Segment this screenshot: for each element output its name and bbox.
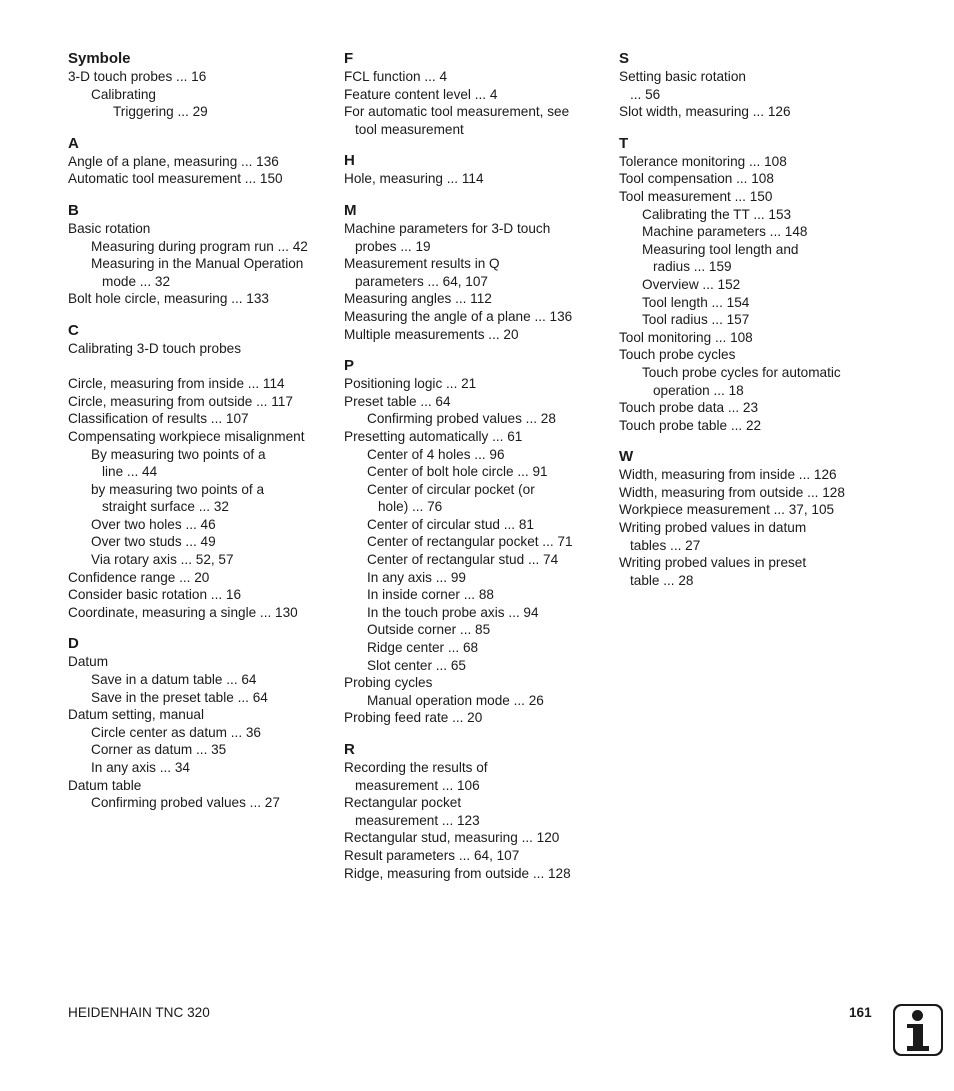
index-entry <box>344 220 606 255</box>
index-section <box>344 740 606 882</box>
index-entry <box>68 238 330 256</box>
entry-text: Save in the preset table ... 64 <box>91 689 268 705</box>
blank-line <box>68 358 330 376</box>
index-entry <box>68 340 330 358</box>
entry-text: Datum setting, manual <box>68 707 205 723</box>
entry-text: Basic rotation <box>68 220 151 236</box>
entry-text: Workpiece measurement ... 37, 105 <box>619 502 835 518</box>
section-letter: R <box>344 741 355 758</box>
index-entry <box>68 533 330 551</box>
index-column-1 <box>68 49 330 825</box>
entry-continuation: hole) ... 76 <box>378 499 443 515</box>
entry-text: Measuring the angle of a plane ... 136 <box>344 308 573 324</box>
entry-text: Center of rectangular stud ... 74 <box>367 552 559 568</box>
index-entry <box>619 466 869 484</box>
entry-text: Classification of results ... 107 <box>68 411 249 427</box>
index-entry <box>68 410 330 428</box>
entry-text: Confidence range ... 20 <box>68 569 210 585</box>
index-entry <box>68 290 330 308</box>
index-entry <box>619 223 869 241</box>
entry-continuation: tables ... 27 <box>630 537 701 553</box>
entry-text: Width, measuring from inside ... 126 <box>619 467 837 483</box>
index-entry <box>344 639 606 657</box>
entry-text: Over two holes ... 46 <box>91 516 216 532</box>
index-section <box>68 321 330 622</box>
entry-text: In any axis ... 34 <box>91 760 190 775</box>
index-entry <box>68 153 330 171</box>
entry-continuation: operation ... 18 <box>653 382 744 398</box>
entry-text: Circle, measuring from inside ... 114 <box>68 376 285 392</box>
index-entry <box>68 569 330 587</box>
index-entry <box>344 86 606 104</box>
index-entry <box>619 399 869 417</box>
footer-manual-title: HEIDENHAIN TNC 320 <box>68 1005 210 1020</box>
entry-text: Confirming probed values ... 28 <box>367 411 556 427</box>
entry-text: Measuring angles ... 112 <box>344 291 492 307</box>
index-entry <box>344 794 606 829</box>
entry-text: Writing probed values in preset <box>619 555 807 571</box>
index-entry <box>68 516 330 534</box>
index-entry <box>344 865 606 883</box>
index-entry <box>344 569 606 587</box>
index-entry <box>619 170 869 188</box>
section-letter: M <box>344 201 357 219</box>
index-entry <box>68 604 330 622</box>
entry-text: Confirming probed values ... 27 <box>91 795 280 811</box>
entry-text: Center of circular pocket (or <box>367 481 535 497</box>
entry-text: Outside corner ... 85 <box>367 622 491 638</box>
index-entry <box>619 519 869 554</box>
entry-text: Probing feed rate ... 20 <box>344 710 483 726</box>
index-entry <box>344 68 606 86</box>
index-column-2 <box>344 49 606 895</box>
index-entry <box>68 170 330 188</box>
index-entry <box>344 326 606 344</box>
entry-continuation: line ... 44 <box>102 464 158 480</box>
entry-text: FCL function ... 4 <box>344 69 448 84</box>
index-entry <box>344 847 606 865</box>
index-entry <box>68 255 330 290</box>
entry-continuation: tool measurement <box>355 121 464 137</box>
entry-text: Slot width, measuring ... 126 <box>619 104 791 120</box>
index-entry <box>619 554 869 589</box>
entry-text: Multiple measurements ... 20 <box>344 326 519 342</box>
section-letter: D <box>68 635 79 653</box>
index-entry <box>619 329 869 347</box>
entry-text: Ridge center ... 68 <box>367 640 479 656</box>
index-entry <box>619 153 869 171</box>
index-entry <box>344 393 606 411</box>
entry-text: Calibrating 3-D touch probes <box>68 340 242 356</box>
entry-text: Presetting automatically ... 61 <box>344 428 523 444</box>
index-entry <box>619 103 869 121</box>
section-letter: P <box>344 357 355 375</box>
index-entry <box>68 68 330 86</box>
index-entry <box>344 604 606 622</box>
entry-text: Touch probe data ... 23 <box>619 400 759 416</box>
section-letter: B <box>68 201 79 219</box>
index-entry <box>344 446 606 464</box>
entry-continuation: probes ... 19 <box>355 238 431 254</box>
entry-text: Tool radius ... 157 <box>642 312 750 328</box>
entry-text: Tool length ... 154 <box>642 294 750 310</box>
index-section <box>344 49 606 138</box>
entry-text: Center of rectangular pocket ... 71 <box>367 534 573 550</box>
entry-text: Manual operation mode ... 26 <box>367 692 544 708</box>
entry-text: Over two studs ... 49 <box>91 534 216 550</box>
entry-continuation: ... 56 <box>630 86 661 102</box>
entry-text: Machine parameters ... 148 <box>642 224 808 240</box>
entry-continuation: table ... 28 <box>630 572 694 588</box>
index-entry <box>619 484 869 502</box>
page-number: 161 <box>849 1005 872 1020</box>
entry-text: Corner as datum ... 35 <box>91 742 227 758</box>
entry-text: Touch probe cycles <box>619 347 736 363</box>
entry-continuation: radius ... 159 <box>653 259 732 275</box>
section-letter: C <box>68 321 79 339</box>
index-entry <box>68 706 330 724</box>
entry-text: Angle of a plane, measuring ... 136 <box>68 153 279 169</box>
index-entry <box>344 410 606 428</box>
entry-text: Machine parameters for 3-D touch <box>344 220 551 236</box>
entry-text: Measuring in the Manual Operation <box>91 256 304 272</box>
index-entry <box>619 68 869 103</box>
index-entry <box>619 501 869 519</box>
index-section <box>344 356 606 727</box>
entry-text: Tool compensation ... 108 <box>619 171 774 187</box>
index-entry <box>344 621 606 639</box>
section-letter: Symbole <box>68 50 131 67</box>
section-letter: T <box>619 134 629 152</box>
entry-text: Circle, measuring from outside ... 117 <box>68 393 293 409</box>
entry-text: Center of bolt hole circle ... 91 <box>367 464 548 480</box>
index-section <box>68 634 330 811</box>
entry-text: Compensating workpiece misalignment <box>68 428 305 444</box>
index-entry <box>344 375 606 393</box>
entry-text: In the touch probe axis ... 94 <box>367 604 539 620</box>
entry-continuation: mode ... 32 <box>102 273 171 289</box>
index-entry <box>68 220 330 238</box>
entry-text: Calibrating <box>91 86 156 102</box>
index-entry <box>344 829 606 847</box>
entry-text: Circle center as datum ... 36 <box>91 724 261 740</box>
entry-continuation: straight surface ... 32 <box>102 499 229 515</box>
index-entry <box>344 428 606 446</box>
index-entry <box>619 294 869 312</box>
entry-text: Datum table <box>68 777 142 793</box>
index-section <box>344 151 606 188</box>
index-entry <box>68 481 330 516</box>
index-entry <box>68 724 330 742</box>
entry-text: Touch probe table ... 22 <box>619 417 762 433</box>
entry-continuation: measurement ... 123 <box>355 812 480 828</box>
entry-text: For automatic tool measurement, see <box>344 104 570 120</box>
entry-text: Coordinate, measuring a single ... 130 <box>68 604 298 620</box>
index-section <box>68 49 330 121</box>
entry-text: Rectangular stud, measuring ... 120 <box>344 830 560 846</box>
index-entry <box>68 794 330 812</box>
entry-text: Probing cycles <box>344 675 433 691</box>
index-entry <box>68 653 330 671</box>
index-entry <box>619 346 869 364</box>
index-entry <box>68 103 330 121</box>
entry-text: Width, measuring from outside ... 128 <box>619 484 845 500</box>
entry-text: Automatic tool measurement ... 150 <box>68 171 283 187</box>
index-entry <box>344 481 606 516</box>
index-entry <box>619 188 869 206</box>
entry-text: Measuring tool length and <box>642 241 799 257</box>
entry-text: Center of 4 holes ... 96 <box>367 446 505 462</box>
index-entry <box>619 241 869 276</box>
index-entry <box>344 103 606 138</box>
entry-text: 3-D touch probes ... 16 <box>68 69 207 84</box>
entry-text: Calibrating the TT ... 153 <box>642 206 792 222</box>
section-letter: W <box>619 448 634 466</box>
index-section <box>68 201 330 308</box>
entry-text: Writing probed values in datum <box>619 520 807 536</box>
index-entry <box>344 308 606 326</box>
entry-text: Tool monitoring ... 108 <box>619 329 753 345</box>
section-letter: H <box>344 152 355 170</box>
index-entry <box>619 206 869 224</box>
entry-text: Datum <box>68 654 109 670</box>
index-entry <box>68 671 330 689</box>
index-entry <box>68 86 330 104</box>
entry-continuation: parameters ... 64, 107 <box>355 273 488 289</box>
entry-text: Rectangular pocket <box>344 795 462 811</box>
entry-text: Triggering ... 29 <box>113 104 208 120</box>
index-entry <box>68 393 330 411</box>
entry-text: In any axis ... 99 <box>367 569 466 585</box>
index-entry <box>344 657 606 675</box>
entry-text: Preset table ... 64 <box>344 393 451 409</box>
index-section <box>619 447 869 589</box>
index-section <box>68 134 330 188</box>
index-entry <box>344 463 606 481</box>
index-section <box>619 134 869 435</box>
index-entry <box>68 446 330 481</box>
index-entry <box>344 551 606 569</box>
index-entry <box>68 777 330 795</box>
entry-text: Touch probe cycles for automatic <box>642 364 841 380</box>
index-entry <box>68 759 330 777</box>
entry-text: Result parameters ... 64, 107 <box>344 847 520 863</box>
index-entry <box>344 255 606 290</box>
index-entry <box>344 290 606 308</box>
entry-text: Positioning logic ... 21 <box>344 376 477 392</box>
entry-text: Consider basic rotation ... 16 <box>68 587 242 603</box>
index-entry <box>619 276 869 294</box>
index-entry <box>619 311 869 329</box>
entry-text: Measurement results in Q <box>344 256 500 272</box>
entry-text: Measuring during program run ... 42 <box>91 238 308 254</box>
index-entry <box>68 375 330 393</box>
entry-text: Feature content level ... 4 <box>344 86 498 102</box>
index-column-3 <box>619 49 869 602</box>
entry-continuation: measurement ... 106 <box>355 777 480 793</box>
index-section <box>619 49 869 121</box>
index-entry <box>344 759 606 794</box>
section-letter: S <box>619 50 630 67</box>
entry-text: Tool measurement ... 150 <box>619 188 773 204</box>
section-letter: A <box>68 134 79 152</box>
entry-text: Center of circular stud ... 81 <box>367 516 534 532</box>
entry-text: Overview ... 152 <box>642 276 741 292</box>
index-section <box>344 201 606 343</box>
index-entry <box>344 170 606 188</box>
entry-text: Ridge, measuring from outside ... 128 <box>344 865 571 881</box>
entry-text: Via rotary axis ... 52, 57 <box>91 552 234 568</box>
entry-text: Recording the results of <box>344 760 488 775</box>
index-entry <box>344 586 606 604</box>
entry-text: Save in a datum table ... 64 <box>91 672 257 688</box>
entry-text: Setting basic rotation <box>619 69 746 84</box>
index-entry <box>68 689 330 707</box>
index-entry <box>344 533 606 551</box>
entry-text: Tolerance monitoring ... 108 <box>619 153 787 169</box>
entry-text: By measuring two points of a <box>91 446 266 462</box>
entry-text: Bolt hole circle, measuring ... 133 <box>68 291 269 307</box>
index-entry <box>344 516 606 534</box>
index-entry <box>344 692 606 710</box>
index-entry <box>344 709 606 727</box>
entry-text: by measuring two points of a <box>91 481 265 497</box>
index-entry <box>68 586 330 604</box>
index-entry <box>619 417 869 435</box>
entry-text: Hole, measuring ... 114 <box>344 171 484 187</box>
index-entry <box>68 428 330 446</box>
entry-text: In inside corner ... 88 <box>367 587 494 603</box>
section-letter: F <box>344 50 354 67</box>
index-entry <box>68 741 330 759</box>
index-entry <box>619 364 869 399</box>
info-icon <box>893 1004 943 1056</box>
index-entry <box>68 551 330 569</box>
index-entry <box>344 674 606 692</box>
entry-text: Slot center ... 65 <box>367 657 466 673</box>
